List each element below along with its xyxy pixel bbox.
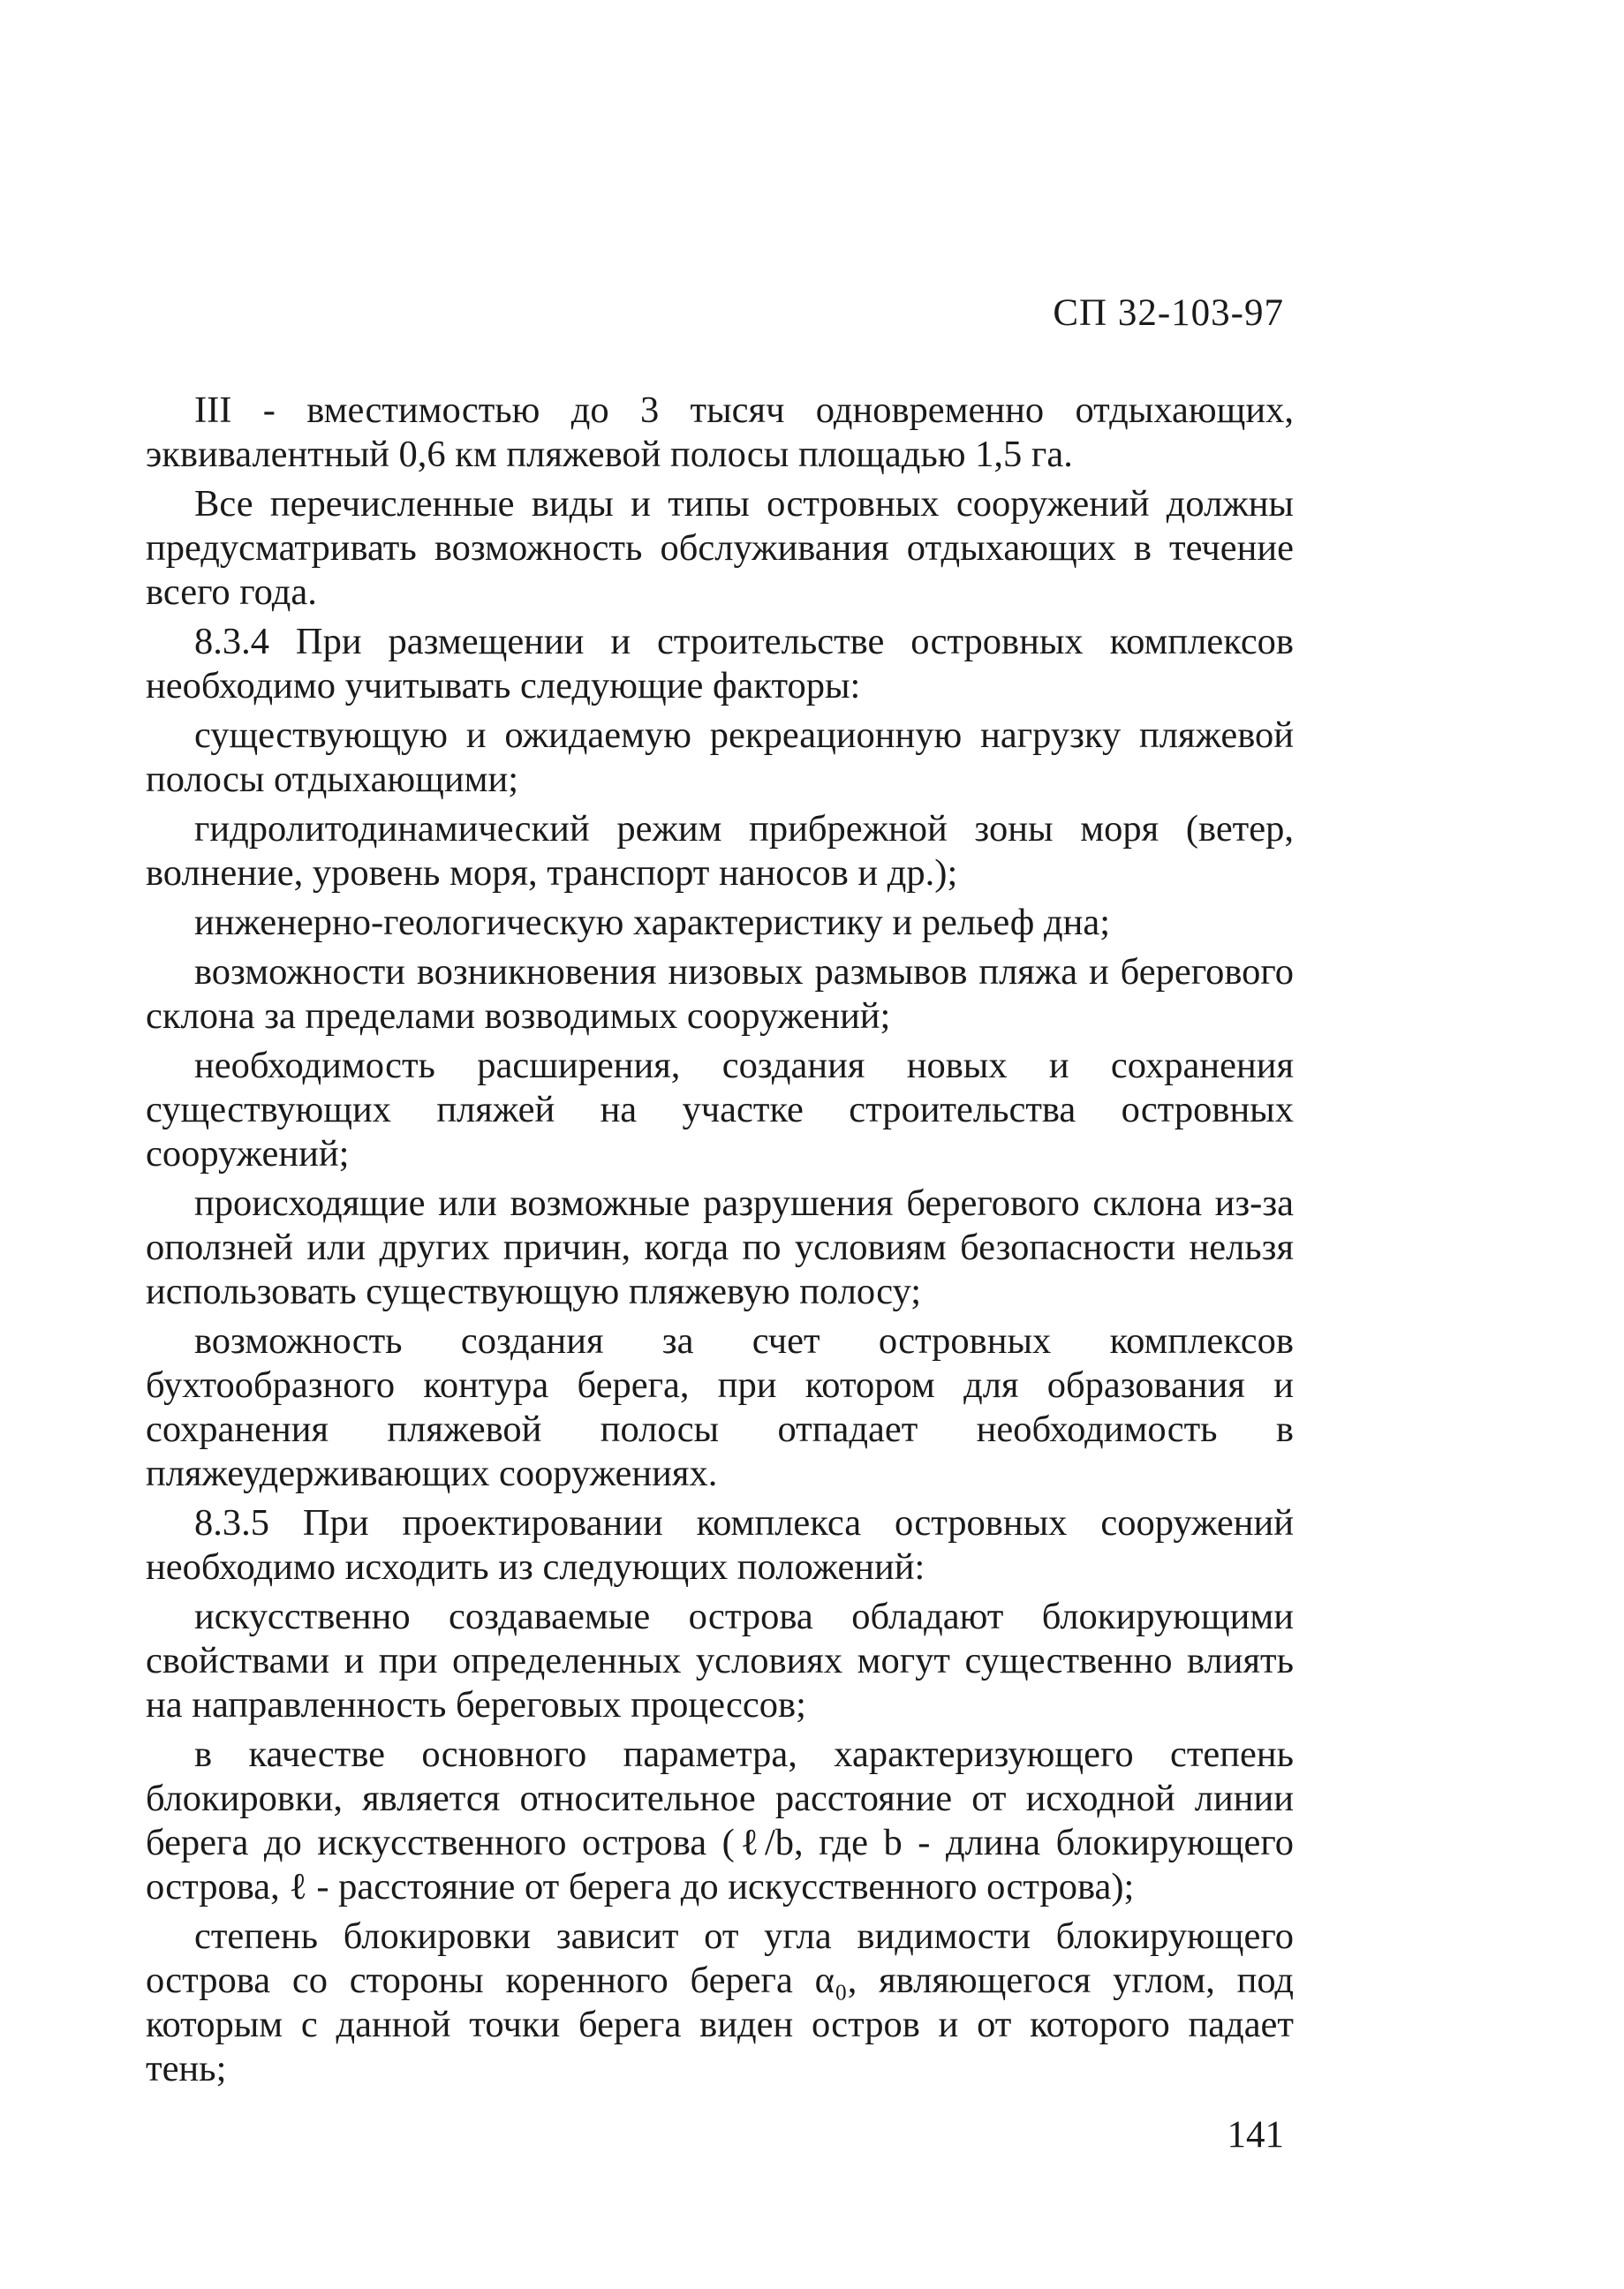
- page-number: 141: [1227, 2114, 1284, 2156]
- body-text: [146, 389, 1294, 2096]
- list-item-blocking-parameter: в качестве основного параметра, характеризующего степень блокировки, является относительное расстояние от исходной линии берега до искусственного острова (ℓ/b, где b - длина блокирующего острова, ℓ - расстояние от берега до искусственного острова);: [146, 1734, 1294, 1908]
- list-item-engineering-geology: инженерно-геологическую характеристику и рельеф дна;: [194, 902, 1110, 943]
- document-code: СП 32-103-97: [1053, 292, 1284, 334]
- paragraph-8-3-5: 8.3.5 При проектировании комплекса островных сооружений необходимо исходить из следующих положений:: [146, 1502, 1294, 1588]
- list-item-visibility-angle: степень блокировки зависит от угла видимости блокирующего острова со стороны коренного берега α₀, являющегося углом, под которым с данной точки берега виден остров и от которого падает тень;: [146, 1915, 1294, 2089]
- list-item-hydrolithodynamic-regime: гидролитодинамический режим прибрежной зоны моря (ветер, волнение, уровень моря, транспорт наносов и др.);: [146, 808, 1294, 894]
- paragraph-8-3-4: 8.3.4 При размещении и строительстве островных комплексов необходимо учитывать следующие факторы:: [146, 621, 1294, 706]
- list-item-recreational-load: существующую и ожидаемую рекреационную нагрузку пляжевой полосы отдыхающими;: [146, 714, 1294, 800]
- list-item-blocking-properties: искусственно создаваемые острова обладают блокирующими свойствами и при определенных условиях могут существенно влиять на направленность береговых процессов;: [146, 1596, 1294, 1726]
- paragraph-year-round-service: Все перечисленные виды и типы островных сооружений должны предусматривать возможность обслуживания отдыхающих в течение всего года.: [146, 483, 1294, 613]
- list-item-downstream-erosion: возможности возникновения низовых размывов пляжа и берегового склона за пределами возводимых сооружений;: [146, 951, 1294, 1037]
- list-item-bay-contour: возможность создания за счет островных комплексов бухтообразного контура берега, при котором для образования и сохранения пляжевой полосы отпадает необходимость в пляжеудерживающих сооружениях.: [146, 1320, 1294, 1494]
- list-item-slope-destruction: происходящие или возможные разрушения берегового склона из-за оползней или других причин, когда по условиям безопасности нельзя использовать существующую пляжевую полосу;: [146, 1182, 1294, 1312]
- paragraph-capacity-class-iii: III - вместимостью до 3 тысяч одновременно отдыхающих, эквивалентный 0,6 км пляжевой полосы площадью 1,5 га.: [146, 389, 1294, 475]
- list-item-beach-expansion: необходимость расширения, создания новых и сохранения существующих пляжей на участке строительства островных сооружений;: [146, 1045, 1294, 1175]
